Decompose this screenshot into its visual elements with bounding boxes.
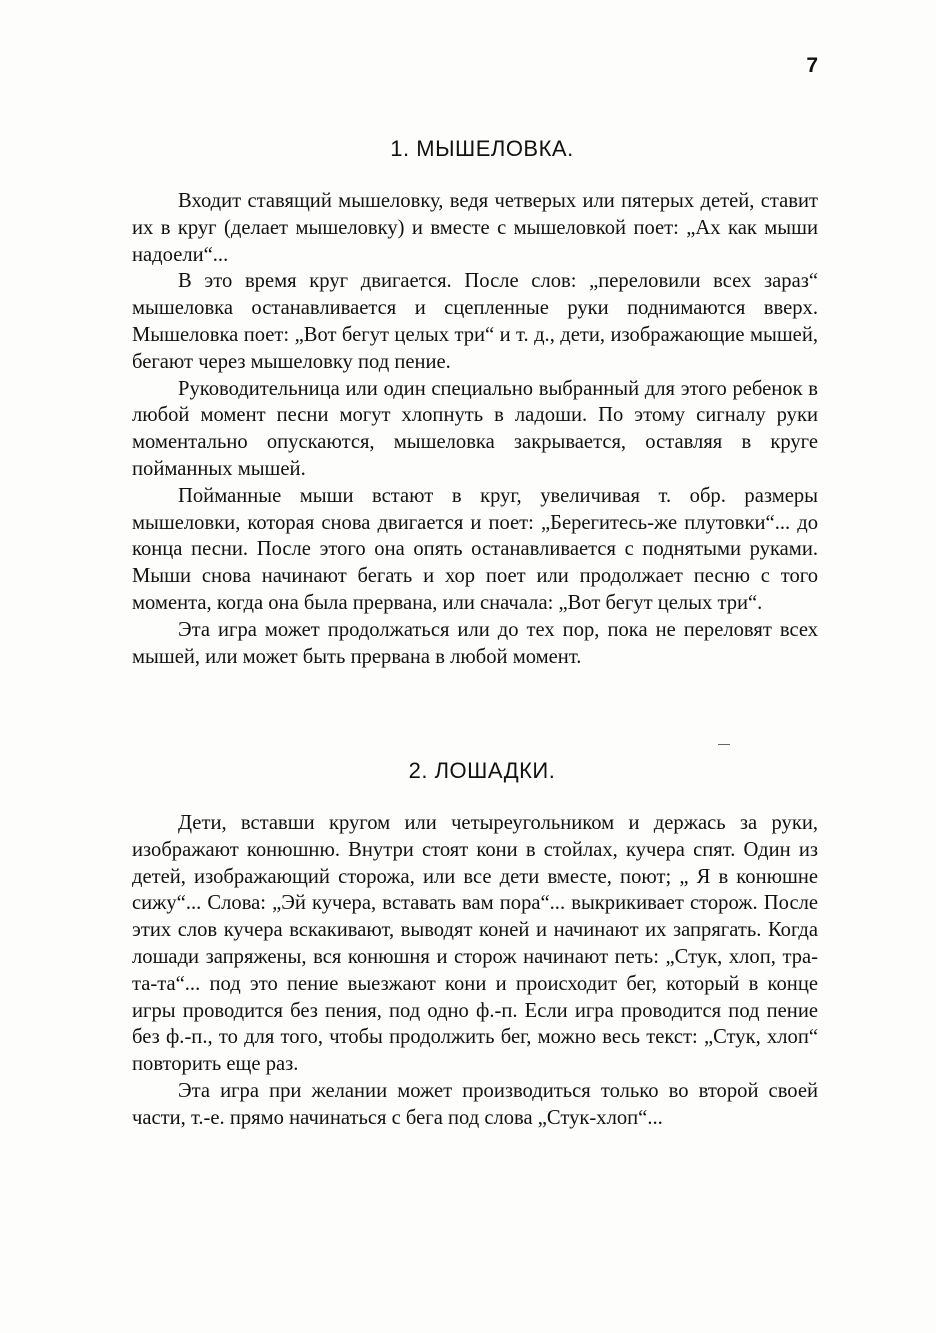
section-mousetrap xyxy=(132,136,818,670)
page-number: 7 xyxy=(806,54,818,77)
paragraph: В это время круг двигается. После слов: „переловили всех зараз“ мышеловка останавливается и сцепленные руки поднимаются вверх. Мышеловка поет: „Вот бегут целых три“ и т. д., дети, изображающие мышей, бегают через мышеловку под пение. xyxy=(132,270,818,373)
scan-speck xyxy=(718,744,730,745)
section-horses xyxy=(132,758,818,1132)
paragraph: Руководительница или один специально выбранный для этого ребенок в любой момент песни могут хлопнуть в ладоши. По этому сигналу руки моментально опускаются, мышеловка закрывается, оставляя в круге пойманных мышей. xyxy=(132,377,818,480)
paragraph: Эта игра при желании может производиться только во второй своей части, т.-е. прямо начинаться с бега под слова „Стук-хлоп“... xyxy=(132,1079,818,1129)
paragraph: Входит ставящий мышеловку, ведя четверых или пятерых детей, ставит их в круг (делает мышеловку) и вместе с мышеловкой поет: „Ах как мыши надоели“... xyxy=(132,190,818,266)
section-title: 2. ЛОШАДКИ. xyxy=(408,758,556,783)
section-title: 1. МЫШЕЛОВКА. xyxy=(390,136,574,161)
paragraph: Эта игра может продолжаться или до тех пор, пока не переловят всех мышей, или может быть прервана в любой момент. xyxy=(132,618,818,668)
paragraph: Дети, вставши кругом или четыреугольником и держась за руки, изображают конюшню. Внутри стоят кони в стойлах, кучера спят. Один из детей, изображающий сторожа, или все дети вместе, поют; „ Я в конюшне сижу“... Слова: „Эй кучера, вставать вам пора“... выкрикивает сторож. После этих слов кучера вскакивают, выводят коней и начинают их запрягать. Когда лошади запряжены, вся конюшня и сторож начинают петь: „Стук, хлоп, тра-та-та“... под это пение выезжают кони и происходит бег, который в конце игры проводится без пения, под одно ф.-п. Если игра проводится под пение без ф.-п., то для того, чтобы продолжить бег, можно весь текст: „Стук, хлоп“ повторить еще раз. xyxy=(132,812,818,1076)
paragraph: Пойманные мыши встают в круг, увеличивая т. обр. размеры мышеловки, которая снова двигается и поет: „Берегитесь-же плутовки“... до конца песни. После этого она опять останавливается с поднятыми руками. Мыши снова начинают бегать и хор поет или продолжает песню с того момента, когда она была прервана, или сначала: „Вот бегут целых три“. xyxy=(132,484,818,614)
